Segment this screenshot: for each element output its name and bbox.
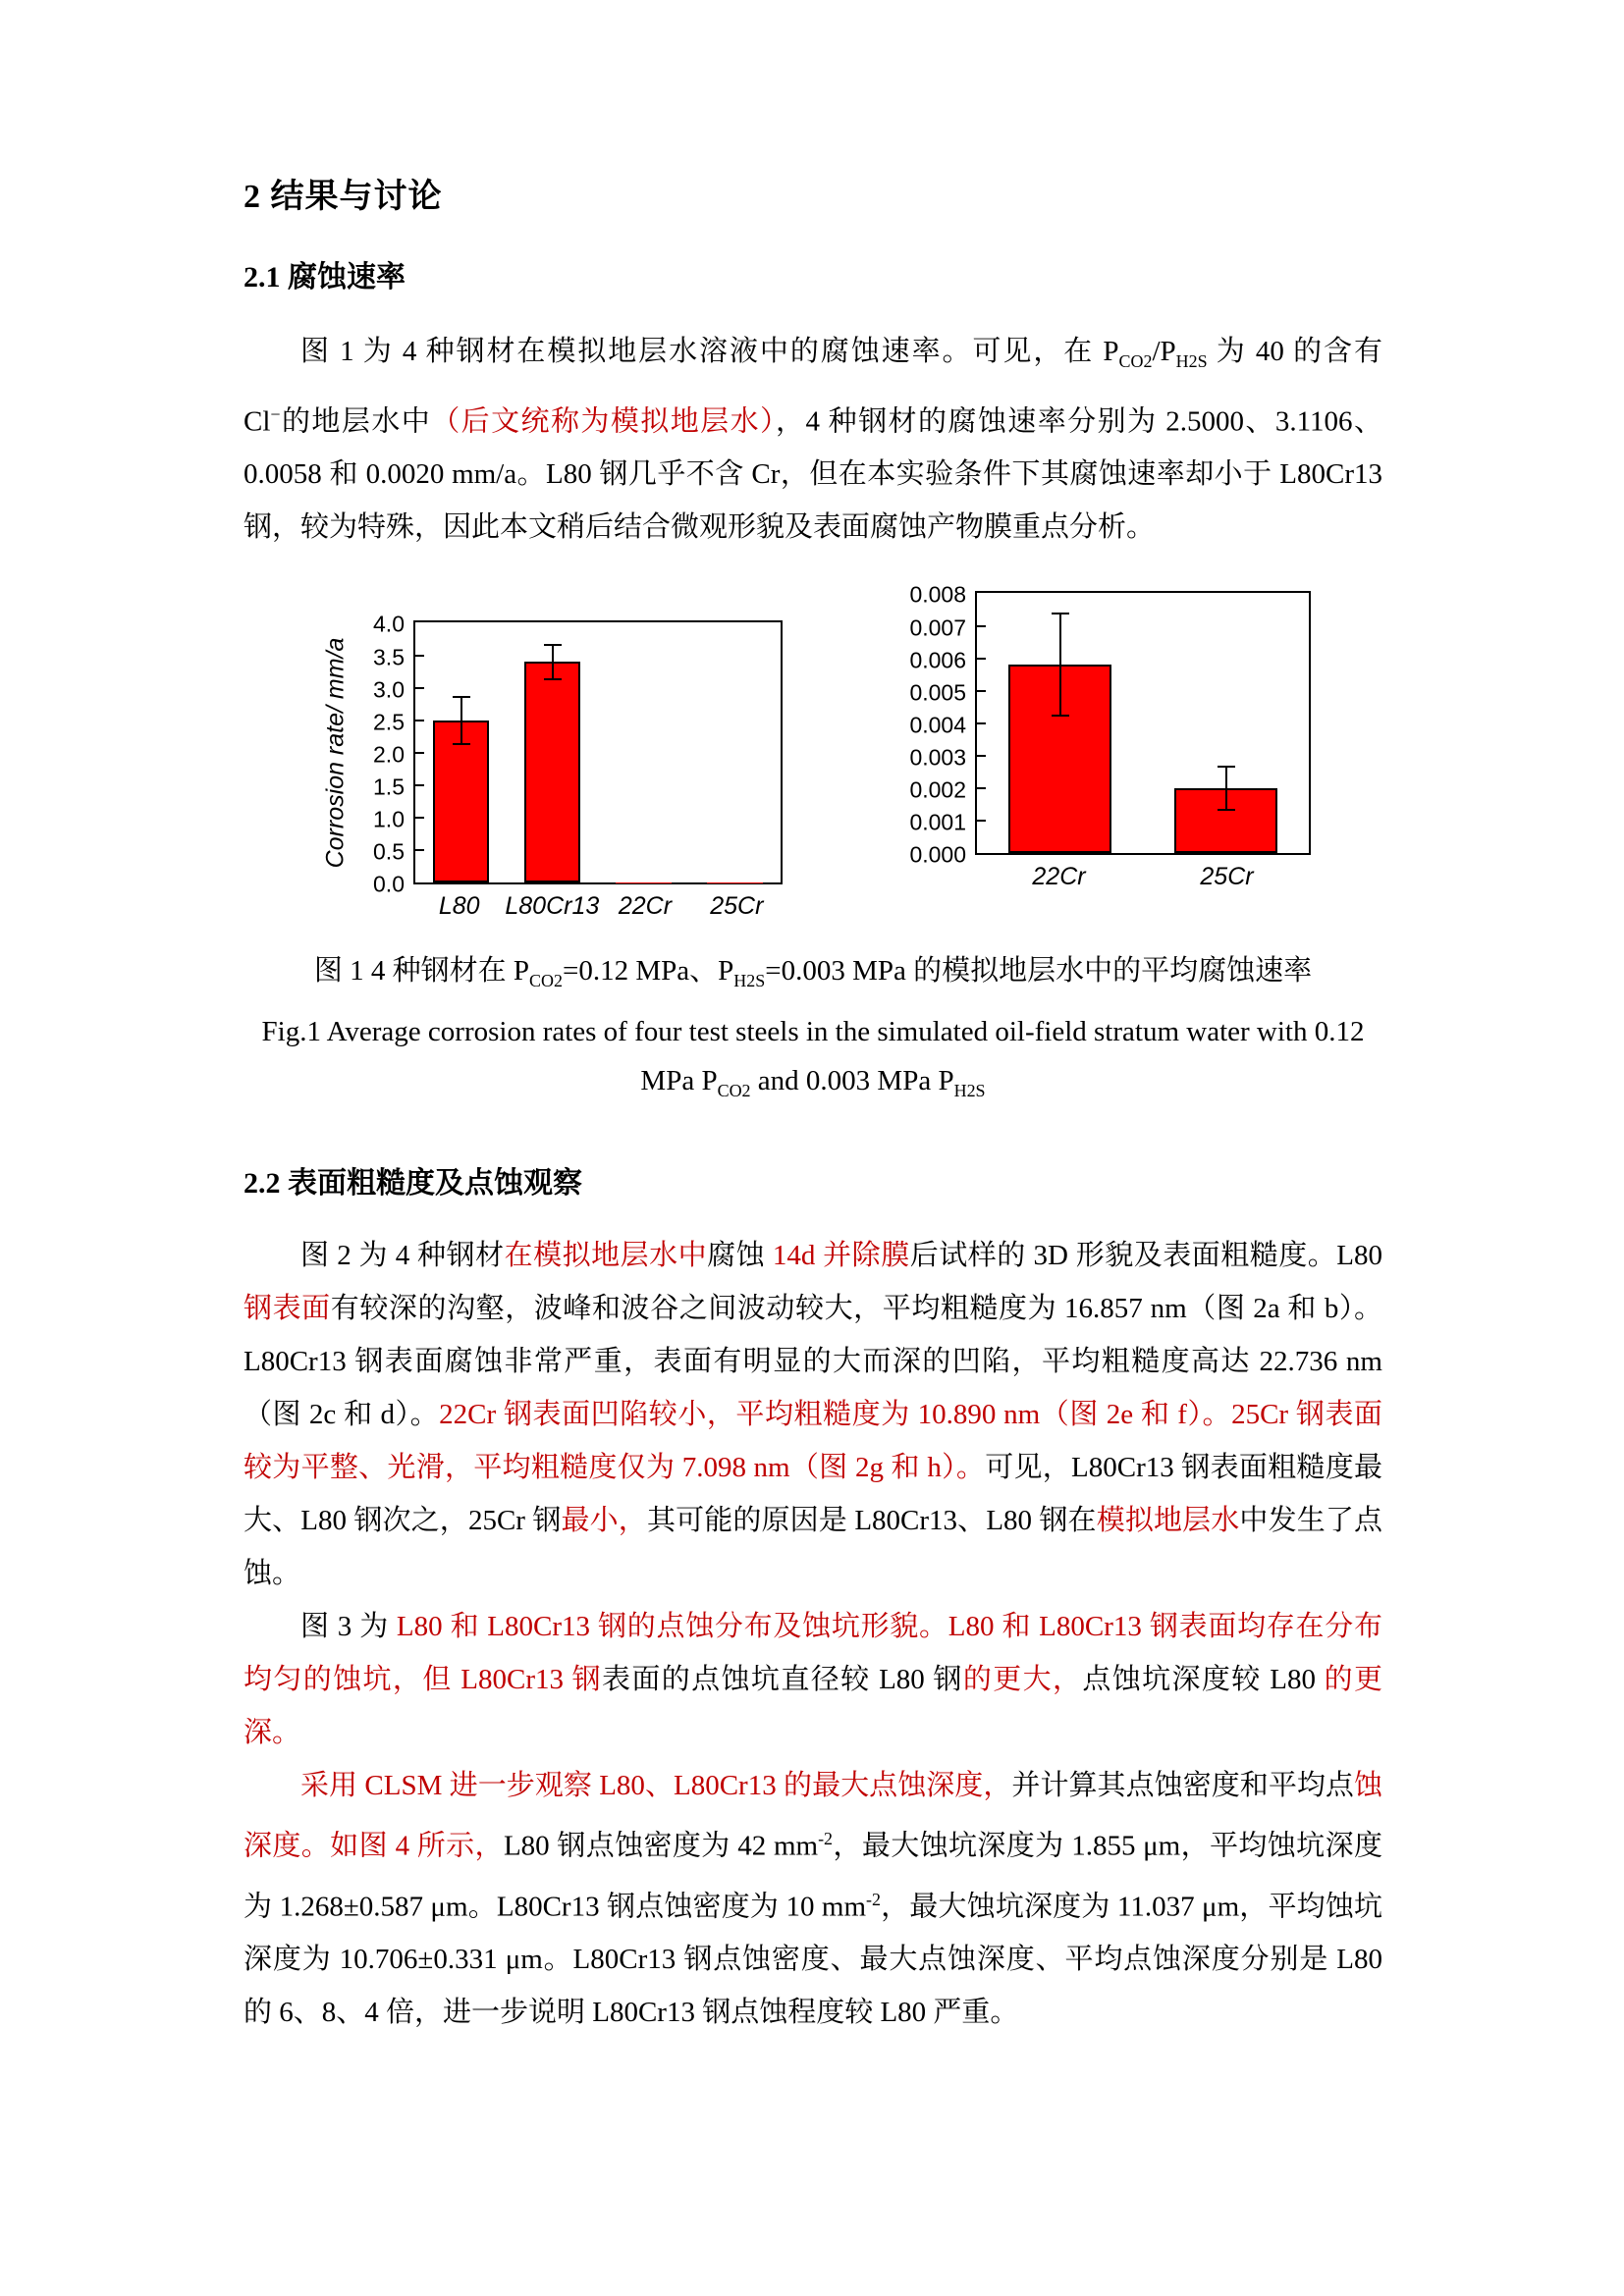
revision-text-run: （后文统称为模拟地层水） [431, 405, 777, 438]
text-run: 为 40 的含有 Cl [244, 336, 1382, 438]
y-tick-label: 1.0 [373, 806, 405, 832]
y-tick-label: 3.5 [373, 644, 405, 670]
plot-area [975, 591, 1311, 855]
y-tick-label: 0.008 [909, 581, 966, 608]
revision-text-run: 蚀深度。如图 4 所示， [244, 1770, 1382, 1862]
text-run: CO2 [717, 1081, 751, 1101]
bar-L80Cr13 [524, 662, 581, 882]
revision-text-run: 22Cr 钢表面凹陷较小，平均粗糙度为 10.890 nm（图 2e 和 f）。25Cr 钢表面较为平整、光滑，平均粗糙度仅为 7.098 nm（图 2g 和 h）。 [244, 1399, 1382, 1484]
text-run: H2S [953, 1081, 986, 1101]
y-tick-mark [415, 655, 424, 657]
text-run: 中发生了点蚀。 [244, 1505, 1382, 1590]
x-category-label: 25Cr [1200, 863, 1254, 891]
text-run: H2S [1175, 350, 1208, 371]
y-tick-mark [415, 687, 424, 689]
y-tick-mark [977, 722, 986, 724]
section-heading-corrosion-rate: 2.1 腐蚀速率 [244, 261, 406, 294]
error-bar-L80 [453, 696, 470, 745]
y-axis-ticks [891, 581, 975, 868]
text-run: 的地层水中 [280, 405, 432, 438]
y-tick-label: 3.0 [373, 676, 405, 703]
plot-area [413, 620, 783, 884]
y-tick-label: 0.006 [909, 647, 966, 673]
error-bar-25Cr [1218, 766, 1235, 811]
y-tick-mark [977, 755, 986, 757]
revision-text-run: 钢表面 [244, 1293, 331, 1325]
text-run: /P [1152, 336, 1176, 367]
y-tick-label: 2.0 [373, 741, 405, 768]
revision-text-run: 的更深。 [244, 1664, 1382, 1749]
y-tick-label: 4.0 [373, 611, 405, 637]
revision-text-run: 的更大， [962, 1664, 1083, 1696]
bar-chart-corrosion-rate-zoom [891, 581, 1311, 891]
text-run: 腐蚀 [707, 1240, 773, 1272]
figure-1-caption-chinese [244, 946, 1382, 1005]
revision-text-run: L80 和 L80Cr13 钢的点蚀分布及蚀坑形貌。L80 和 L80Cr13 钢表面均存在分布均匀的蚀坑，但 L80Cr13 钢 [244, 1611, 1382, 1696]
text-run: =0.003 MPa 的模拟地层水中的平均腐蚀速率 [765, 955, 1313, 988]
text-run: ，最大蚀坑深度为 1.855 μm，平均蚀坑深度为 1.268±0.587 μm。L80Cr13 钢点蚀密度为 10 mm [244, 1830, 1382, 1923]
text-run: 其可能的原因是 L80Cr13、L80 钢在 [646, 1505, 1097, 1537]
text-run: =0.12 MPa、P [562, 955, 734, 988]
x-axis-labels [975, 863, 1311, 891]
text-run: 可见，L80Cr13 钢表面粗糙度最大、L80 钢次之，25Cr 钢 [244, 1452, 1382, 1537]
paragraph-clsm [244, 1759, 1382, 2039]
text-run: 图 2 为 4 种钢材 [300, 1240, 505, 1272]
text-run: CO2 [1118, 350, 1153, 371]
text-run: and 0.003 MPa P [750, 1065, 954, 1097]
y-axis-ticks [356, 611, 413, 897]
figure-1-caption-english [244, 1007, 1382, 1115]
y-tick-mark [977, 690, 986, 692]
y-axis-title [315, 620, 356, 884]
y-tick-mark [415, 752, 424, 754]
y-tick-label: 1.5 [373, 774, 405, 800]
y-tick-label: 0.003 [909, 744, 966, 771]
section-title-results: 2 结果与讨论 [244, 179, 443, 215]
revision-text-run: 在模拟地层水中 [504, 1240, 708, 1272]
y-tick-mark [415, 720, 424, 721]
y-tick-label: 0.002 [909, 776, 966, 803]
x-category-label: L80Cr13 [505, 892, 600, 921]
text-run: 图 1 4 种钢材在 P [313, 955, 530, 988]
text-run: -2 [818, 1829, 834, 1849]
revision-text-run: 模拟地层水 [1096, 1505, 1240, 1537]
section-heading-roughness: 2.2 表面粗糙度及点蚀观察 [244, 1167, 582, 1201]
x-category-label: L80 [438, 892, 480, 921]
text-run: − [270, 403, 281, 424]
error-bar-22Cr [1052, 613, 1069, 717]
text-run: 有较深的沟壑，波峰和波谷之间波动较大，平均粗糙度为 16.857 nm（图 2a 和 b）。L80Cr13 钢表面腐蚀非常严重，表面有明显的大而深的凹陷，平均粗糙度高达 22.736 nm（图 2c 和 d）。 [244, 1293, 1382, 1431]
text-run: H2S [733, 971, 766, 991]
text-run: 图 1 为 4 种钢材在模拟地层水溶液中的腐蚀速率。可见，在 P [300, 336, 1119, 367]
text-run: 并计算其点蚀密度和平均点 [1011, 1770, 1354, 1802]
paragraph-pitting-distribution [244, 1600, 1382, 1759]
y-tick-mark [415, 817, 424, 819]
paragraph-corrosion-rate [244, 325, 1382, 554]
x-category-label: 22Cr [1032, 863, 1086, 891]
figure-1 [244, 581, 1382, 921]
y-tick-mark [977, 625, 986, 627]
y-tick-label: 0.007 [909, 614, 966, 641]
y-axis-title-text: Corrosion rate/ mm/a [321, 637, 350, 869]
y-tick-label: 2.5 [373, 709, 405, 735]
y-tick-mark [977, 658, 986, 660]
revision-text-run: 14d 并除膜 [772, 1240, 910, 1272]
revision-text-run: 采用 CLSM 进一步观察 L80、L80Cr13 的最大点蚀深度， [300, 1770, 1012, 1802]
y-tick-mark [977, 820, 986, 822]
paragraph-roughness [244, 1229, 1382, 1600]
x-axis-labels [413, 892, 783, 921]
error-bar-L80Cr13 [544, 644, 562, 680]
y-tick-mark [415, 784, 424, 786]
text-run: -2 [866, 1889, 881, 1909]
y-tick-label: 0.005 [909, 679, 966, 706]
text-run: CO2 [529, 971, 563, 991]
y-tick-label: 0.004 [909, 712, 966, 738]
bar-chart-corrosion-rate [315, 611, 783, 921]
text-run: 图 3 为 [300, 1611, 397, 1643]
y-tick-label: 0.001 [909, 809, 966, 835]
y-tick-mark [415, 849, 424, 851]
x-category-label: 25Cr [710, 892, 764, 921]
y-tick-label: 0.5 [373, 838, 405, 865]
text-run: Fig.1 Average corrosion rates of four test steels in the simulated oil-field stratum water with 0.12 MPa P [261, 1016, 1365, 1097]
text-run: ，最大蚀坑深度为 11.037 μm，平均蚀坑深度为 10.706±0.331 μm。L80Cr13 钢点蚀密度、最大点蚀深度、平均点蚀深度分别是 L80 的 6、8、4 倍，进一步说明 L80Cr13 钢点蚀程度较 L80 严重。 [244, 1891, 1382, 2029]
x-category-label: 22Cr [618, 892, 673, 921]
text-run: ，4 种钢材的腐蚀速率分别为 2.5000、3.1106、0.0058 和 0.0020 mm/a。L80 钢几乎不含 Cr，但在本实验条件下其腐蚀速率却小于 L80Cr13 钢，较为特殊，因此本文稍后结合微观形貌及表面腐蚀产物膜重点分析。 [244, 405, 1382, 544]
text-run: 点蚀坑深度较 L80 [1082, 1664, 1325, 1696]
text-run: 后试样的 3D 形貌及表面粗糙度。L80 [909, 1240, 1382, 1272]
y-tick-label: 0.0 [373, 871, 405, 897]
revision-text-run: 最小， [561, 1505, 647, 1537]
y-tick-label: 0.000 [909, 841, 966, 868]
y-tick-mark [977, 787, 986, 789]
text-run: L80 钢点蚀密度为 42 mm [503, 1830, 819, 1862]
text-run: 表面的点蚀坑直径较 L80 钢 [602, 1664, 963, 1696]
